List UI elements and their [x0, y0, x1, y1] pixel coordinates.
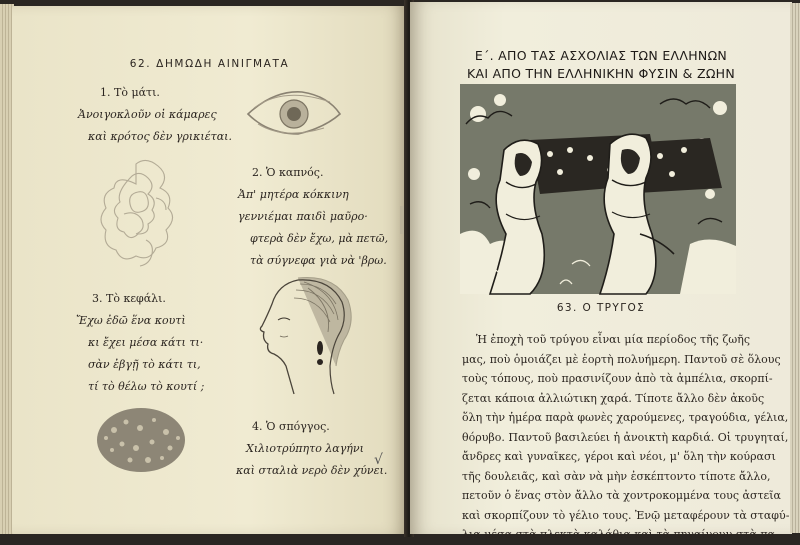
- body-line: καὶ σκορπίζουν τὸ γέλιο τους. Ἐνῷ μεταφέρουν τὰ σταφύ-: [462, 508, 790, 522]
- riddle-2-line-1: Ἀπ' μητέρα κόκκινη: [238, 188, 349, 201]
- left-page-header: 62. ΔΗΜΩΔΗ ΑΙΝΙΓΜΑΤΑ: [129, 58, 290, 70]
- riddle-2-verse: [238, 184, 388, 272]
- head-profile-illustration: [238, 270, 358, 398]
- riddle-4-line-2: καὶ σταλιὰ νερὸ δὲν χύνει.: [236, 464, 388, 477]
- riddle-3-title: 3. Τὸ κεφάλι.: [92, 292, 166, 305]
- riddle-4-title: 4. Ὁ σπόγγος.: [252, 420, 330, 433]
- riddle-1-verse: [78, 104, 232, 148]
- chapter-title-line-2: ΚΑΙ ΑΠΟ ΤΗΝ ΕΛΛΗΝΙΚΗΝ ΦΥΣΙΝ & ΖΩΗΝ: [466, 66, 736, 81]
- chapter-title-line-1: Ε΄. ΑΠΟ ΤΑΣ ΑΣΧΟΛΙΑΣ ΤΩΝ ΕΛΛΗΝΩΝ: [474, 48, 728, 63]
- body-line: ὅλη τὴν ἡμέρα παρὰ φωνὲς χαρούμενες, τραγούδια, γέλια,: [462, 411, 789, 424]
- left-page: [12, 6, 407, 534]
- grape-harvest-woodcut: [460, 84, 736, 294]
- riddle-3-line-2: κι ἔχει μέσα κάτι τι·: [88, 336, 204, 349]
- riddle-3-line-4: τί τὸ θέλω τὸ κουτί ;: [88, 380, 205, 393]
- riddle-1-line-1: Ἀνοιγοκλοῦν οἱ κάμαρες: [78, 108, 217, 121]
- riddle-3-line-1: Ἔχω ἐδῶ ἕνα κουτὶ: [76, 314, 186, 327]
- riddle-2-line-2: γεννιέμαι παιδὶ μαῦρο·: [238, 210, 368, 223]
- body-line: λια μέσα στὰ πλεκτὰ καλάθια καὶ τὰ πηγαίνουν στὰ πα-: [462, 528, 779, 541]
- riddle-4-line-1: Χιλιοτρύπητο λαγήνι: [246, 442, 364, 455]
- body-line: Ἡ ἐποχὴ τοῦ τρύγου εἶναι μία περίοδος τῆς ζωῆς: [476, 333, 751, 346]
- riddle-3-verse: [76, 310, 204, 398]
- riddle-3-line-3: σὰν ἐβγῇ τὸ κάτι τι,: [88, 358, 201, 371]
- body-line: θόρυβο. Παντοῦ βασιλεύει ἡ ἀνοικτὴ καρδιά. Οἱ τρυγηταί,: [462, 430, 789, 444]
- riddle-2-line-4: τὰ σύγνεφα γιὰ νὰ 'βρω.: [250, 254, 387, 267]
- body-line: ἄνδρες καὶ γυναῖκες, γέροι καὶ νέοι, μ' ὅλη τὴν κούρασι: [462, 450, 776, 463]
- sponge-illustration: [94, 404, 188, 476]
- margin-checkmark: √: [374, 452, 383, 468]
- riddle-2-line-3: φτερὰ δὲν ἔχω, μὰ πετῶ,: [250, 232, 389, 245]
- riddle-1-title: 1. Τὸ μάτι.: [100, 86, 160, 99]
- riddle-4-verse: [236, 438, 387, 482]
- body-text: [462, 330, 790, 545]
- section-title: 63. Ο ΤΡΥΓΟΣ: [556, 302, 646, 314]
- body-line: τοὺς τόπους, ποὺ πρασινίζουν ἀπὸ τὰ ἀμπέλια, σκορπί-: [462, 372, 773, 385]
- eye-illustration: [244, 84, 344, 144]
- riddle-2-title: 2. Ὁ καπνός.: [252, 166, 324, 179]
- right-page-edges: [790, 3, 800, 533]
- body-line: μας, ποὺ ὁμοιάζει μὲ ἑορτὴ πολυήμερη. Παντοῦ σὲ ὅλους: [462, 352, 781, 366]
- right-page: [410, 2, 792, 541]
- smoke-illustration: [96, 154, 194, 276]
- body-line: τῆς δουλειᾶς, καὶ σὰν νὰ μὴν ἐσκέπτοντο τίποτε ἄλλο,: [462, 469, 771, 483]
- riddle-1-line-2: καὶ κρότος δὲν γρικιέται.: [88, 130, 232, 143]
- body-line: πετοῦν ὁ ἕνας στὸν ἄλλο τὰ χοντροκομμένα τους ἀστεῖα: [462, 489, 781, 502]
- body-line: ζεται κάποια ἀλλιώτικη χαρά. Τίποτε ἄλλο δὲν ἀκοῦς: [462, 391, 765, 405]
